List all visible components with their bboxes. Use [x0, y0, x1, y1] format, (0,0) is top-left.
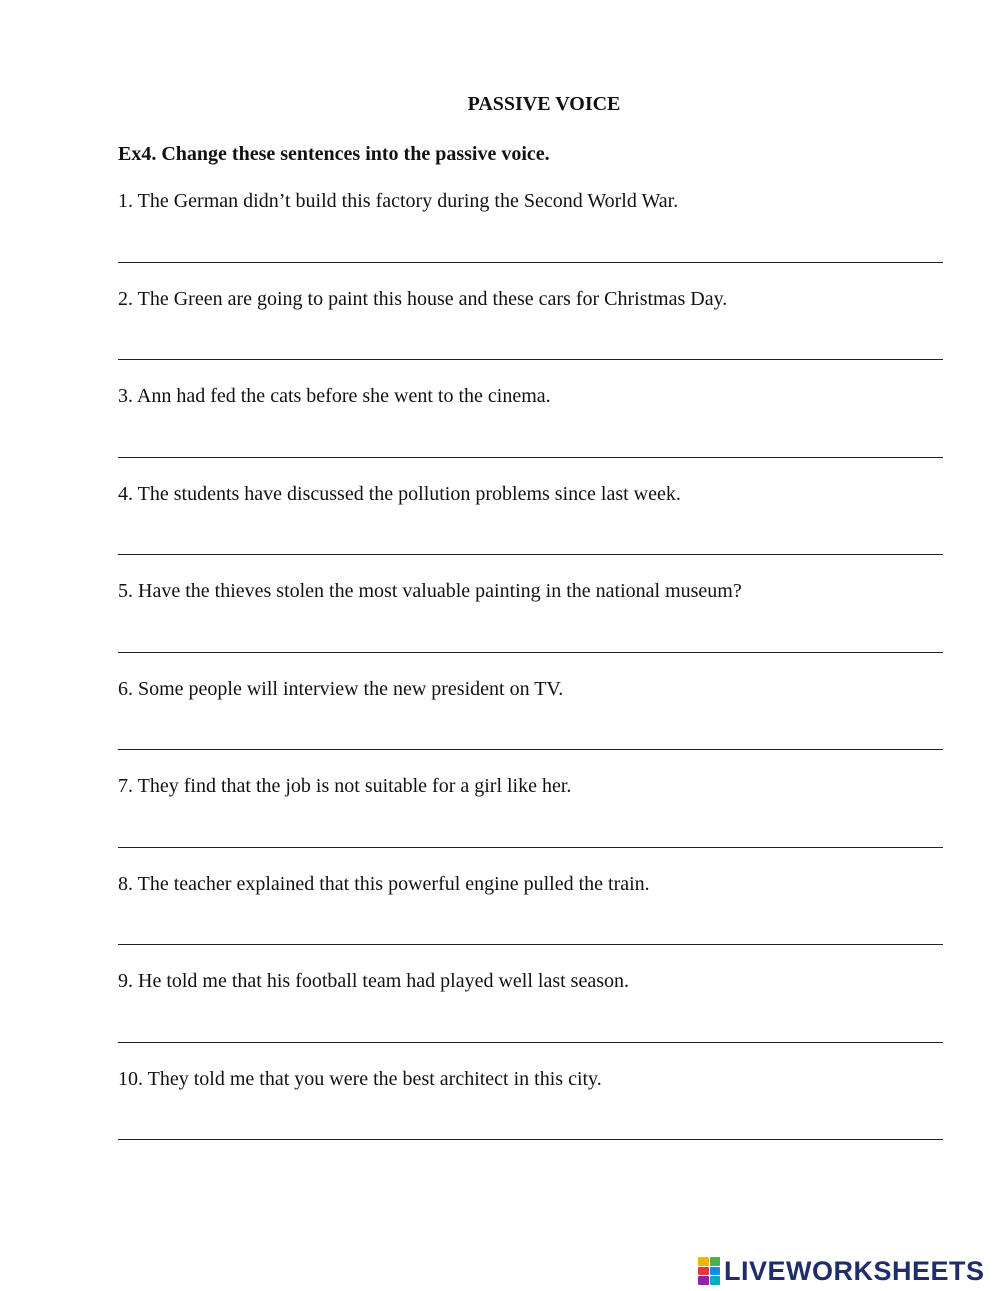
question-4: 4. The students have discussed the pollution problems since last week. — [118, 483, 681, 505]
answer-line-3[interactable] — [118, 457, 943, 458]
answer-line-6[interactable] — [118, 749, 943, 750]
question-9: 9. He told me that his football team had played well last season. — [118, 970, 629, 992]
answer-line-8[interactable] — [118, 944, 943, 945]
question-3: 3. Ann had fed the cats before she went to the cinema. — [118, 385, 551, 407]
question-6: 6. Some people will interview the new president on TV. — [118, 678, 564, 700]
answer-line-2[interactable] — [118, 359, 943, 360]
answer-line-10[interactable] — [118, 1139, 943, 1140]
answer-line-9[interactable] — [118, 1042, 943, 1043]
answer-line-5[interactable] — [118, 652, 943, 653]
answer-line-4[interactable] — [118, 554, 943, 555]
answer-line-7[interactable] — [118, 847, 943, 848]
liveworksheets-logo-icon — [698, 1257, 720, 1285]
question-5: 5. Have the thieves stolen the most valuable painting in the national museum? — [118, 580, 742, 602]
page-title: PASSIVE VOICE — [467, 93, 621, 115]
exercise-instruction: Ex4. Change these sentences into the passive voice. — [118, 143, 550, 165]
question-8: 8. The teacher explained that this powerful engine pulled the train. — [118, 873, 650, 895]
question-2: 2. The Green are going to paint this house and these cars for Christmas Day. — [118, 288, 728, 310]
liveworksheets-logo — [698, 1256, 985, 1286]
question-7: 7. They find that the job is not suitable for a girl like her. — [118, 775, 572, 797]
answer-line-1[interactable] — [118, 262, 943, 263]
question-10: 10. They told me that you were the best architect in this city. — [118, 1068, 602, 1090]
logo-text: LIVEWORKSHEETS — [724, 1256, 985, 1286]
question-1: 1. The German didn’t build this factory during the Second World War. — [118, 190, 679, 212]
